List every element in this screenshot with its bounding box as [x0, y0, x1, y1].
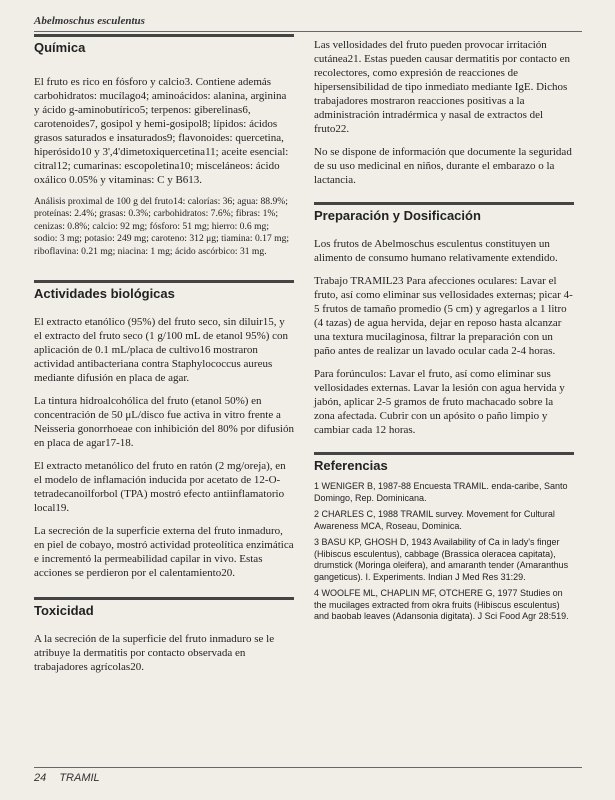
- section-toxicidad: [34, 597, 294, 674]
- footer-label: TRAMIL: [59, 772, 100, 784]
- actividades-paragraph-3: El extracto metanólico del fruto en ratón (2 mg/oreja), en el modelo de inflamación inducida por acetato de 12-O-tetradecanoilforbol (TPA) mostró efecto antiinflamatorio local19.: [34, 460, 286, 515]
- footer-rule: [34, 767, 582, 768]
- actividades-paragraph-4: La secreción de la superficie externa del fruto inmaduro, en piel de cobayo, mostró actividad proteolítica enzimática e incrementó la permeabilidad capilar in vivo. Estas acciones se perdieron por el calentamiento20.: [34, 525, 294, 580]
- actividades-paragraph-1: El extracto etanólico (95%) del fruto seco, sin diluir15, y el extracto del fruto seco (1 g/100 mL de etanol 95%) con aplicación de 0.1 mL/placa de cultivo16 mostraron actividad antibacteriana contra Staphylococcus aureus mediante difusión en placa de agar.: [34, 316, 289, 385]
- page-number: 24: [34, 772, 47, 784]
- page-footer: [34, 772, 110, 784]
- header-rule: [34, 31, 582, 32]
- section-referencias: [314, 452, 574, 623]
- preparacion-paragraph-1: Los frutos de Abelmoschus esculentus constituyen un alimento de consumo humano relativamente extendido.: [314, 238, 558, 264]
- reference-item: 3 BASU KP, GHOSH D, 1943 Availability of Ca in lady's finger (Hibiscus esculentus), cabbage (Brassica oleracea capitata), drumstick (Moringa oleifera), and amaranth tender (Amaranthus gangeticus). I. Experiments. Indian J Med Res 31:29.: [314, 537, 569, 582]
- heading-quimica: Química: [34, 34, 294, 57]
- toxicidad-paragraph-1: A la secreción de la superficie del fruto inmaduro se le atribuye la dermatitis por contacto observada en trabajadores agrícolas20.: [34, 633, 275, 674]
- reference-item: 1 WENIGER B, 1987-88 Encuesta TRAMIL. enda-caribe, Santo Domingo, Rep. Dominicana.: [314, 481, 568, 503]
- left-column: [34, 34, 294, 683]
- quimica-paragraph-1: El fruto es rico en fósforo y calcio3. Contiene además carbohidratos: mucílago4; aminoácidos: alanina, arginina y ácido g-aminobutírico5; terpenos: giberelinas6, carotenoides7, gosipol y hemi-gosipol8; lípidos: ácidos grasos saturados e insaturados9; flavonoides: quercetina, hiperósido10 y 3',4'dimetoxiquercetina11; aceite esencial: citral12; cumarinas: escopoletina10; misceláneos: ácido oxálico 0.05% y vitaminas: C y B613.: [34, 76, 289, 186]
- preparacion-paragraph-3: Para forúnculos: Lavar el fruto, así como eliminar sus vellosidades externas. Lavar la lesión con agua hervida y jabón, aplicar 2-5 gramos de fruto machacado sobre la zona afectada. Cubrir con un apósito o paño limpio y cambiar cada 12 horas.: [314, 368, 565, 436]
- reference-item: 2 CHARLES C, 1988 TRAMIL survey. Movement for Cultural Awareness MCA, Roseau, Dominica.: [314, 509, 555, 531]
- preparacion-paragraph-2: Trabajo TRAMIL23 Para afecciones oculares: Lavar el fruto, así como eliminar sus vellosidades externas; picar 4-5 frutos de tamaño promedio (5 cm) y agregarlos a 1 litro (4 tazas) de agua hervida, dejar en reposo hasta alcanzar una textura mucilaginosa, filtrar la preparación con un paño antes de realizar un lavado ocular cada 2-4 horas.: [314, 275, 573, 357]
- heading-actividades: Actividades biológicas: [34, 280, 294, 303]
- section-actividades: [34, 280, 294, 580]
- running-head: Abelmoschus esculentus: [34, 15, 145, 27]
- section-quimica: [34, 34, 294, 258]
- actividades-paragraph-2: La tintura hidroalcohólica del fruto (etanol 50%) en concentración de 50 μL/disco fue activa in vitro frente a Neisseria gonorrhoeae con inhibición del 80% por difusión en placa de agar17-18.: [34, 395, 294, 450]
- toxicidad-paragraph-3: No se dispone de información que documente la seguridad de su uso medicinal en niños, durante el embarazo o la lactancia.: [314, 146, 572, 186]
- section-preparacion: [314, 202, 574, 437]
- heading-toxicidad: Toxicidad: [34, 597, 294, 620]
- quimica-paragraph-2: Análisis proximal de 100 g del fruto14: calorías: 36; agua: 88.9%; proteínas: 2.4%; grasas: 0.3%; carbohidratos: 7.6%; fibras: 1%; cenizas: 0.8%; calcio: 92 mg; fósforo: 51 mg; hierro: 0.6 mg; sodio: 3 mg; potasio: 249 mg; caroteno: 312 μg; tiamina: 0.17 mg; riboflavina: 0.21 mg; niacina: 1 mg; ácido ascórbico: 31 mg.: [34, 196, 290, 257]
- heading-preparacion: Preparación y Dosificación: [314, 202, 574, 225]
- reference-item: 4 WOOLFE ML, CHAPLIN MF, OTCHERE G, 1977 Studies on the mucilages extracted from okra fruits (Hibiscus esculentus) and baobab leaves (Adansonia digitata). J Sci Food Agr 28:519.: [314, 588, 569, 621]
- heading-referencias: Referencias: [314, 452, 574, 475]
- toxicidad-paragraph-2: Las vellosidades del fruto pueden provocar irritación cutánea21. Estas pueden causar dermatitis por contacto en recolectores, como expresión de reacciones de hipersensibilidad de tipo inmediato mediante IgE. Dichos trabajadores mostraron reacciones positivas a la administración intradérmica y nasal de extractos del fruto22.: [314, 39, 570, 135]
- right-column: [314, 34, 574, 628]
